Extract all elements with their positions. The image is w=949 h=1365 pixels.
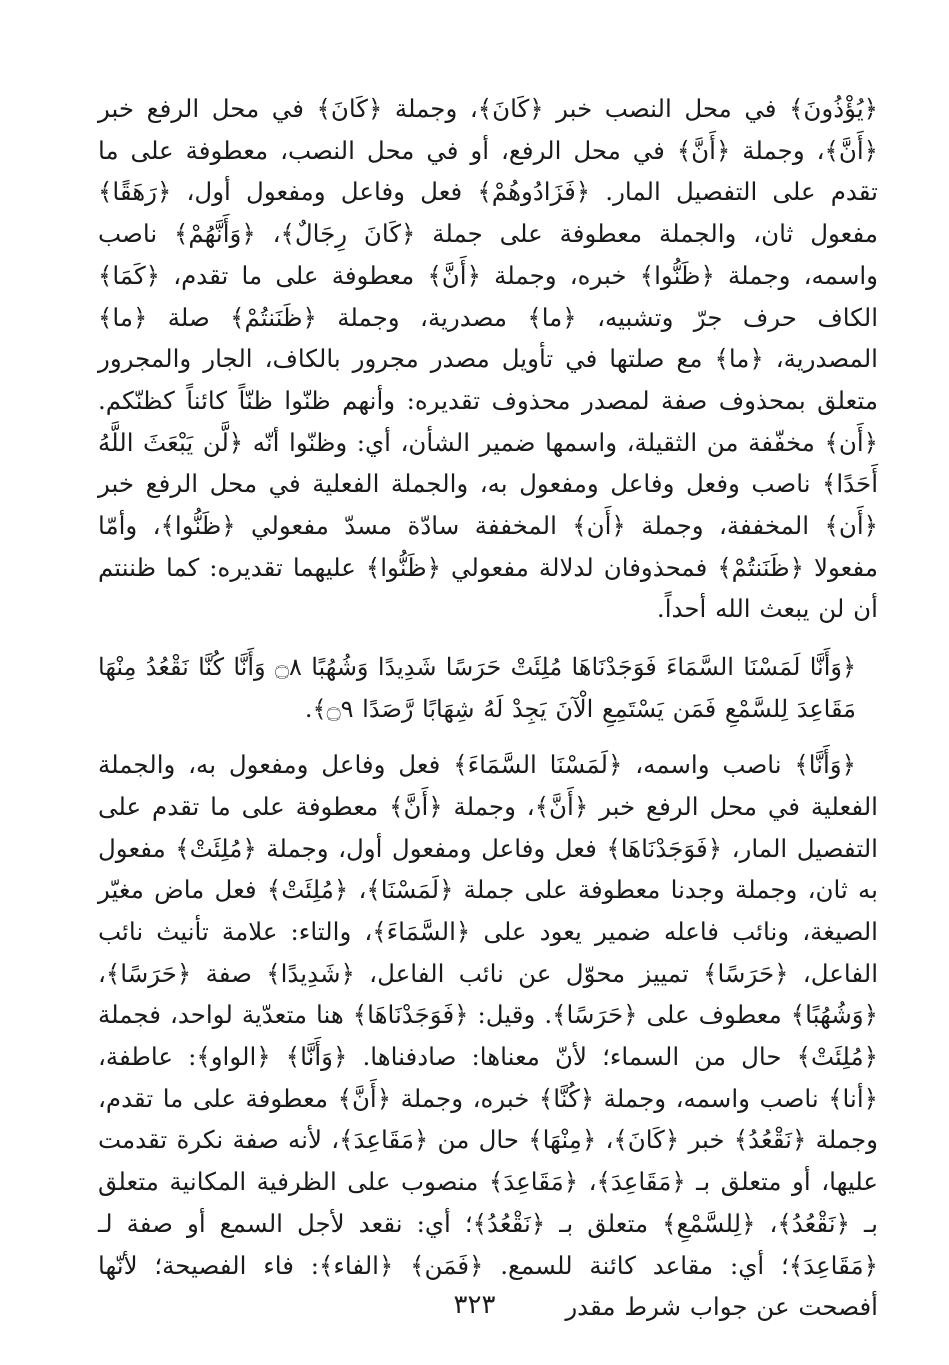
page-number: ٣٢٣ [453, 1290, 496, 1320]
document-page [98, 88, 878, 1328]
paragraph-grammar-analysis-verses-6-7: ﴿يُؤْذُونَ﴾ في محل النصب خبر ﴿كَانَ﴾، وجملة ﴿كَانَ﴾ في محل الرفع خبر ﴿أَنَّ﴾، وجملة ﴿أَنَّ﴾ في محل الرفع، أو في محل النصب، معطوفة على ما تقدم على التفصيل المار. ﴿فَزَادُوهُمْ﴾ فعل وفاعل ومفعول أول، ﴿رَهَقًا﴾ مفعول ثان، والجملة معطوفة على جملة ﴿كَانَ رِجَالٌ﴾، ﴿وَأَنَّهُمْ﴾ ناصب واسمه، وجملة ﴿ظَنُّوا﴾ خبره، وجملة ﴿أَنَّ﴾ معطوفة على ما تقدم، ﴿كَمَا﴾ الكاف حرف جرّ وتشبيه، ﴿ما﴾ مصدرية، وجملة ﴿ظَنَنتُمْ﴾ صلة ﴿ما﴾ المصدرية، ﴿ما﴾ مع صلتها في تأويل مصدر مجرور بالكاف، الجار والمجرور متعلق بمحذوف صفة لمصدر محذوف تقديره: وأنهم ظنّوا ظنّاً كائناً كظنّكم. ﴿أَن﴾ مخفّفة من الثقيلة، واسمها ضمير الشأن، أي: وظنّوا أنّه ﴿لَّن يَبْعَثَ اللَّهُ أَحَدًا﴾ ناصب وفعل وفاعل ومفعول به، والجملة الفعلية في محل الرفع خبر ﴿أَن﴾ المخففة، وجملة ﴿أَن﴾ المخففة سادّة مسدّ مفعولي ﴿ظَنُّوا﴾، وأمّا مفعولا ﴿ظَنَنتُمْ﴾ فمحذوفان لدلالة مفعولي ﴿ظَنُّوا﴾ عليهما تقديره: كما ظننتم أن لن يبعث الله أحداً. [98, 94, 878, 624]
paragraph-grammar-analysis-verses-8-9: ﴿وَأَنَّا﴾ ناصب واسمه، ﴿لَمَسْنَا السَّمَاءَ﴾ فعل وفاعل ومفعول به، والجملة الفعلية في محل الرفع خبر ﴿أَنَّ﴾، وجملة ﴿أَنَّ﴾ معطوفة على ما تقدم على التفصيل المار، ﴿فَوَجَدْنَاهَا﴾ فعل وفاعل ومفعول أول، وجملة ﴿مُلِئَتْ﴾ مفعول به ثان، وجملة وجدنا معطوفة على جملة ﴿لَمَسْنَا﴾، ﴿مُلِئَتْ﴾ فعل ماض مغيّر الصيغة، ونائب فاعله ضمير يعود على ﴿السَّمَاءَ﴾، والتاء: علامة تأنيث نائب الفاعل، ﴿حَرَسًا﴾ تمييز محوّل عن نائب الفاعل، ﴿شَدِيدًا﴾ صفة ﴿حَرَسًا﴾، ﴿وَشُهُبًا﴾ معطوف على ﴿حَرَسًا﴾. وقيل: ﴿فَوَجَدْنَاهَا﴾ هنا متعدّية لواحد، فجملة ﴿مُلِئَتْ﴾ حال من السماء؛ لأنّ معناها: صادفناها. ﴿وَأَنَّا﴾ ﴿الواو﴾: عاطفة، ﴿أنا﴾ ناصب واسمه، وجملة ﴿كُنَّا﴾ خبره، وجملة ﴿أَنَّ﴾ معطوفة على ما تقدم، وجملة ﴿نَقْعُدُ﴾ خبر ﴿كَانَ﴾، ﴿مِنْهَا﴾ حال من ﴿مَقَاعِدَ﴾، لأنه صفة نكرة تقدمت عليها، أو متعلق بـ ﴿مَقَاعِدَ﴾، ﴿مَقَاعِدَ﴾ منصوب على الظرفية المكانية متعلق بـ ﴿نَقْعُدُ﴾، ﴿لِلسَّمْعِ﴾ متعلق بـ ﴿نَقْعُدُ﴾؛ أي: نقعد لأجل السمع أو صفة لـ ﴿مَقَاعِدَ﴾؛ أي: مقاعد كائنة للسمع. ﴿فَمَن﴾ ﴿الفاء﴾: فاء الفصيحة؛ لأنّها أفصحت عن جواب شرط مقدر [98, 750, 878, 1322]
paragraph-quran-verses-8-9: ﴿وَأَنَّا لَمَسْنَا السَّمَاءَ فَوَجَدْنَاهَا مُلِئَتْ حَرَسًا شَدِيدًا وَشُهُبًا ۝٨ وَأَنَّا كُنَّا نَقْعُدُ مِنْهَا مَقَاعِدَ لِلسَّمْعِ فَمَن يَسْتَمِعِ الْآنَ يَجِدْ لَهُ شِهَابًا رَّصَدًا ۝٩﴾. [98, 653, 857, 724]
